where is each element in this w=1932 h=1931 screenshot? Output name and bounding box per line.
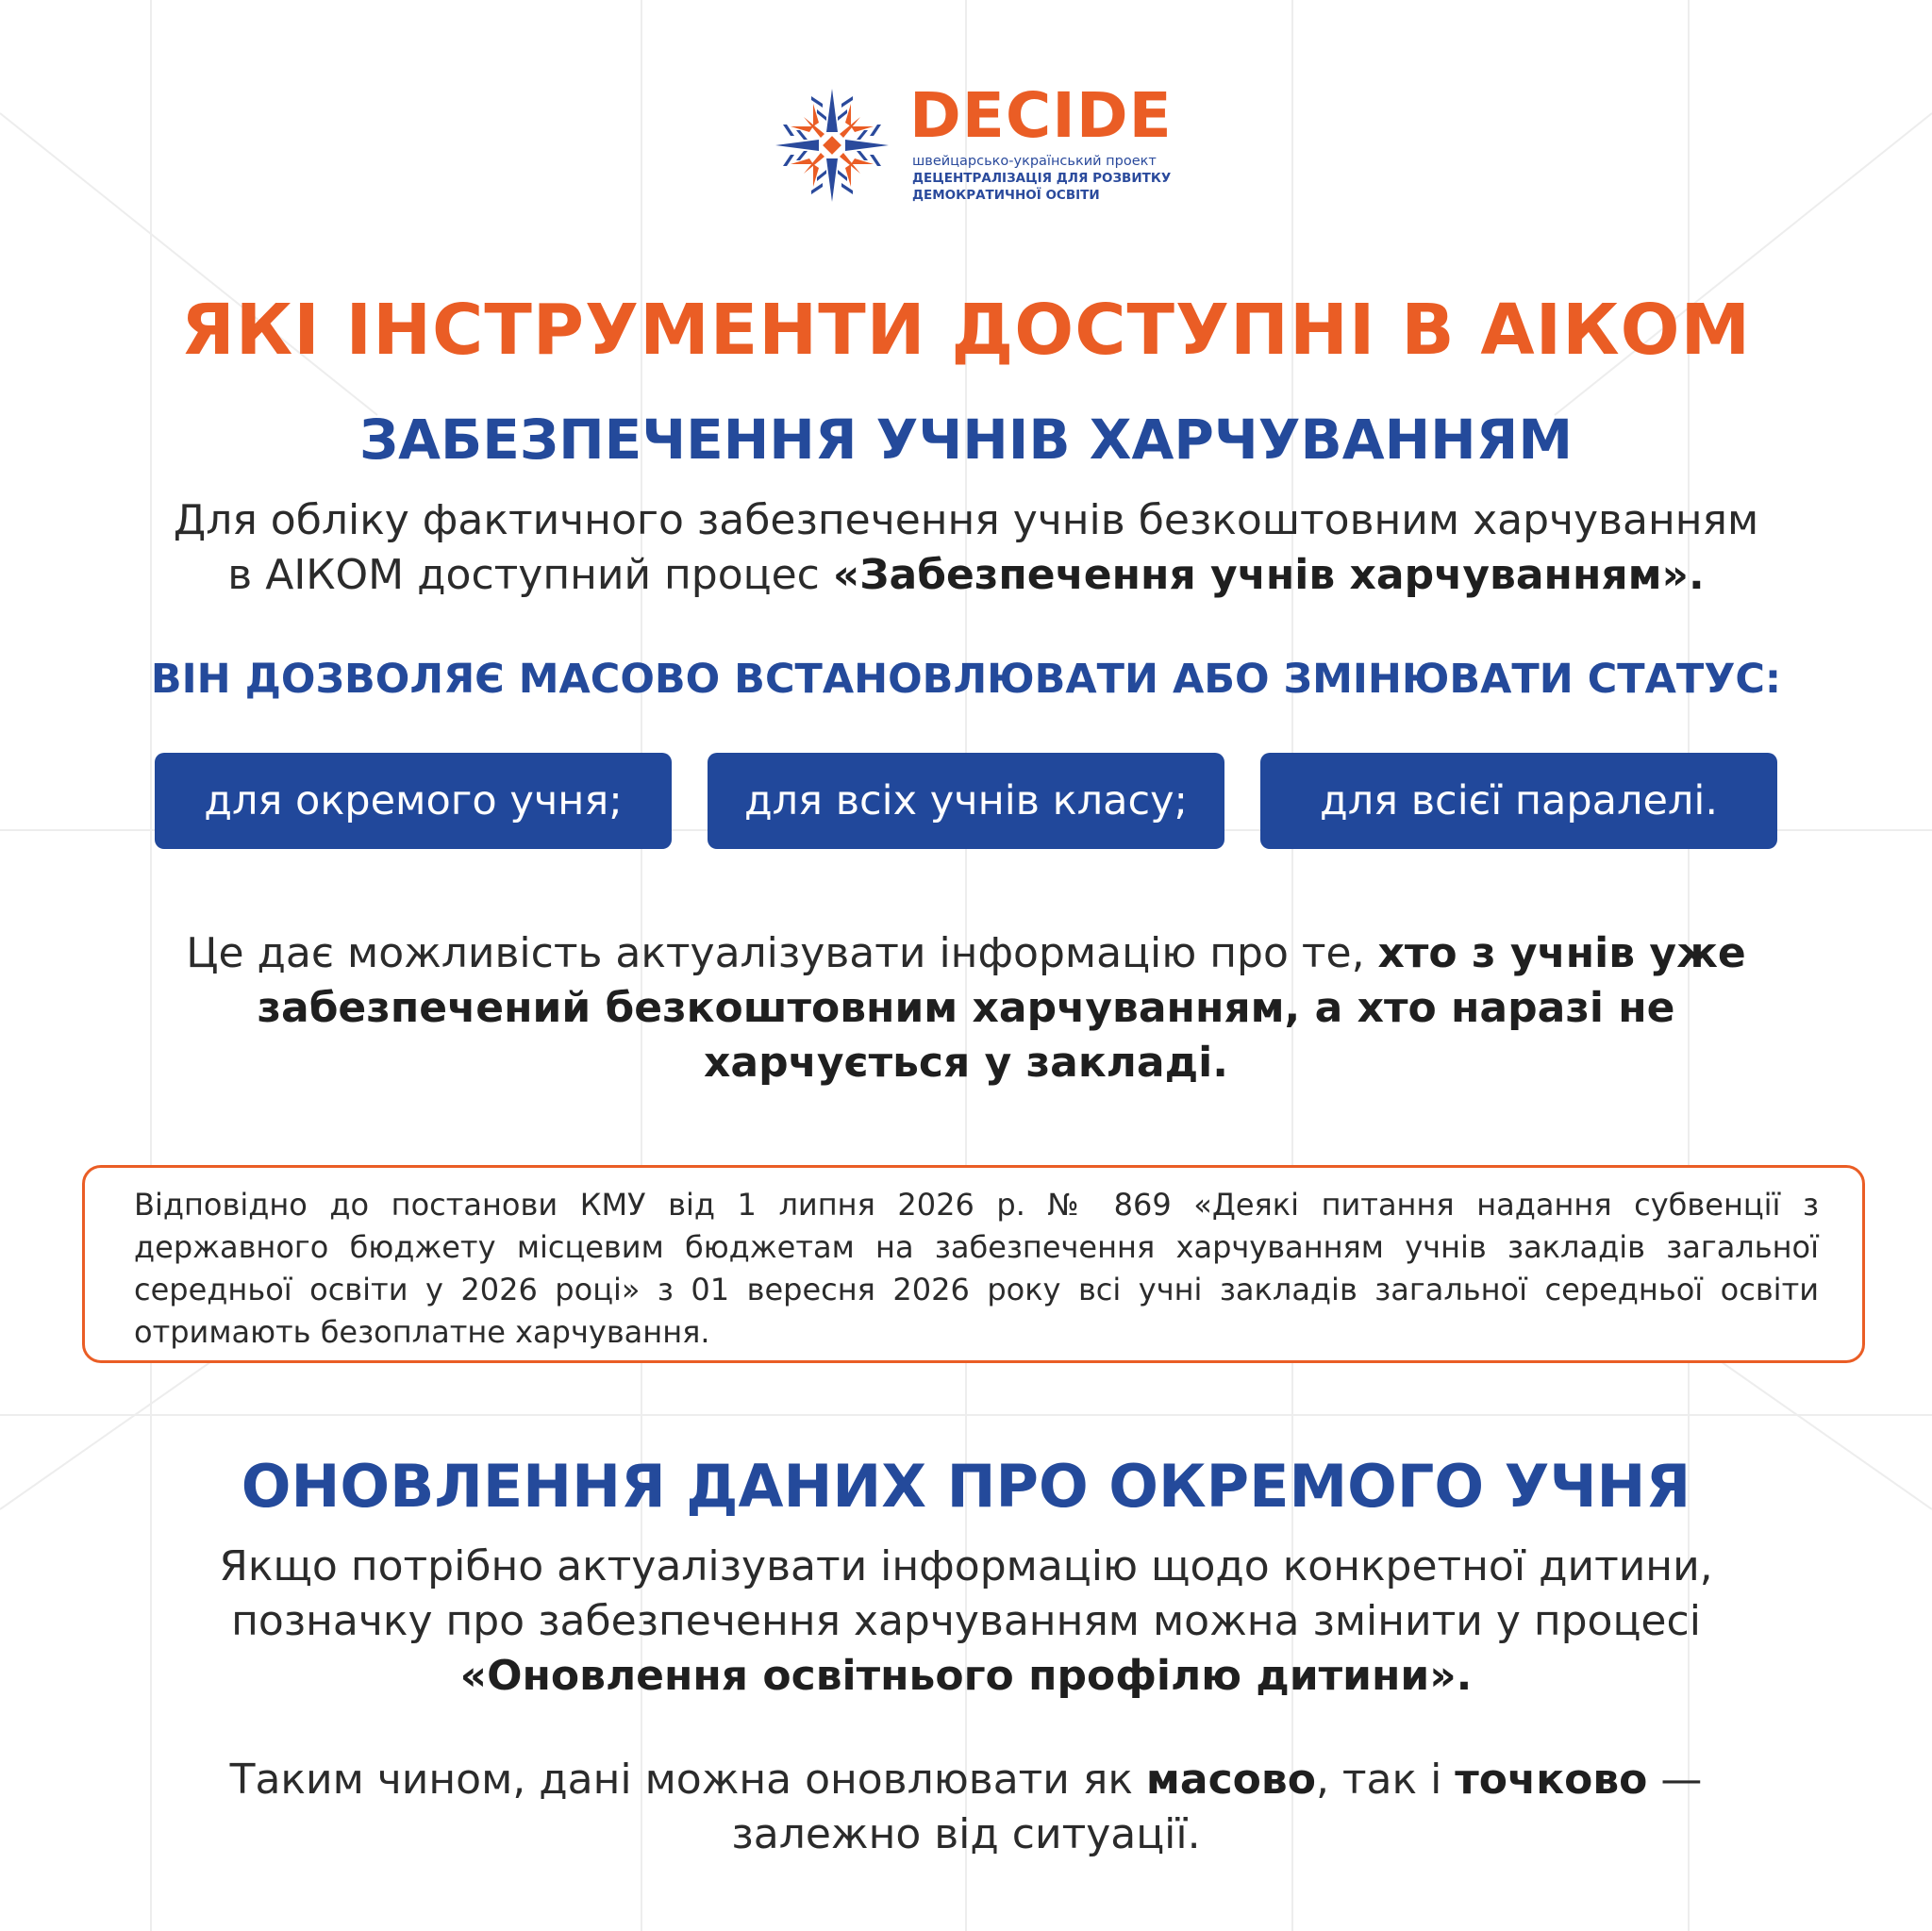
- section1-intro-line2: [0, 548, 1932, 603]
- section2-line1: Якщо потрібно актуалізувати інформацію щодо конкретної дитини,: [219, 1542, 1713, 1590]
- section1-result-bold1: хто з учнів уже: [1377, 929, 1746, 977]
- section1-intro-line2-prefix: в АІКОМ доступний процес: [227, 551, 833, 599]
- option-pill-single-student: для окремого учня;: [155, 753, 672, 849]
- summary-bold-mass: масово: [1145, 1756, 1316, 1804]
- summary-mid: , так і: [1315, 1756, 1456, 1804]
- option-pill-whole-class: для всіх учнів класу;: [708, 753, 1224, 849]
- logo-subtitle: [912, 153, 1186, 204]
- summary-prefix: Таким чином, дані можна оновлювати як: [229, 1756, 1146, 1804]
- section1-result: [0, 926, 1932, 1090]
- section1-result-line2: [0, 981, 1932, 1036]
- section1-result-bold2: забезпечений безкоштовним харчуванням, а хто наразі не: [257, 984, 1675, 1032]
- section1-heading: ЗАБЕЗПЕЧЕННЯ УЧНІВ ХАРЧУВАННЯМ: [358, 408, 1574, 472]
- option-pill-whole-parallel: для всієї паралелі.: [1260, 753, 1777, 849]
- status-heading: ВІН ДОЗВОЛЯЄ МАСОВО ВСТАНОВЛЮВАТИ АБО ЗМІНЮВАТИ СТАТУС:: [150, 656, 1782, 703]
- legal-note-box: [82, 1165, 1865, 1363]
- section1-intro: [0, 493, 1932, 603]
- decide-logo: [768, 79, 1173, 209]
- section2-line3: [0, 1649, 1932, 1704]
- summary-bold-point: точково: [1455, 1756, 1648, 1804]
- section1-result-prefix: Це дає можливість актуалізувати інформацію про те,: [186, 929, 1378, 977]
- logo-subtitle-line1: швейцарсько-український проект: [912, 154, 1157, 169]
- section1-result-line3: [0, 1036, 1932, 1090]
- page-title: ЯКІ ІНСТРУМЕНТИ ДОСТУПНІ В АІКОМ: [180, 290, 1752, 371]
- section2-summary: [0, 1753, 1932, 1862]
- legal-note-text: Відповідно до постанови КМУ від 1 липня 2026 р. № 869 «Деякі питання надання субвенції з державного бюджету місцевим бюджетам на забезпечення харчуванням учнів закладів загальної середньої освіти у 2026 році» з 01 вересня 2026 року всі учні закладів загальної середньої освіти отримають безоплатне харчування.: [134, 1187, 1819, 1350]
- section2-heading: ОНОВЛЕННЯ ДАНИХ ПРО ОКРЕМОГО УЧНЯ: [241, 1452, 1691, 1521]
- logo-name: DECIDE: [909, 79, 1173, 152]
- section2-line2: позначку про забезпечення харчуванням можна змінити у процесі: [231, 1597, 1701, 1645]
- logo-subtitle-line3: ДЕМОКРАТИЧНОЇ ОСВІТИ: [912, 188, 1100, 203]
- section1-process-name: «Забезпечення учнів харчуванням».: [832, 551, 1705, 599]
- logo-subtitle-line2: ДЕЦЕНТРАЛІЗАЦІЯ ДЛЯ РОЗВИТКУ: [912, 171, 1172, 186]
- section1-result-bold3: харчується у закладі.: [704, 1039, 1228, 1087]
- section2-summary-line1: [0, 1753, 1932, 1807]
- section2-summary-line2: залежно від ситуації.: [731, 1810, 1201, 1858]
- section2-process-name: «Оновлення освітнього профілю дитини».: [459, 1652, 1473, 1700]
- decide-snowflake-icon: [768, 81, 896, 209]
- section1-result-line1: [0, 926, 1932, 981]
- section1-intro-line1: Для обліку фактичного забезпечення учнів безкоштовним харчуванням: [173, 496, 1759, 544]
- section2-body: [0, 1540, 1932, 1704]
- summary-suffix: —: [1647, 1756, 1703, 1804]
